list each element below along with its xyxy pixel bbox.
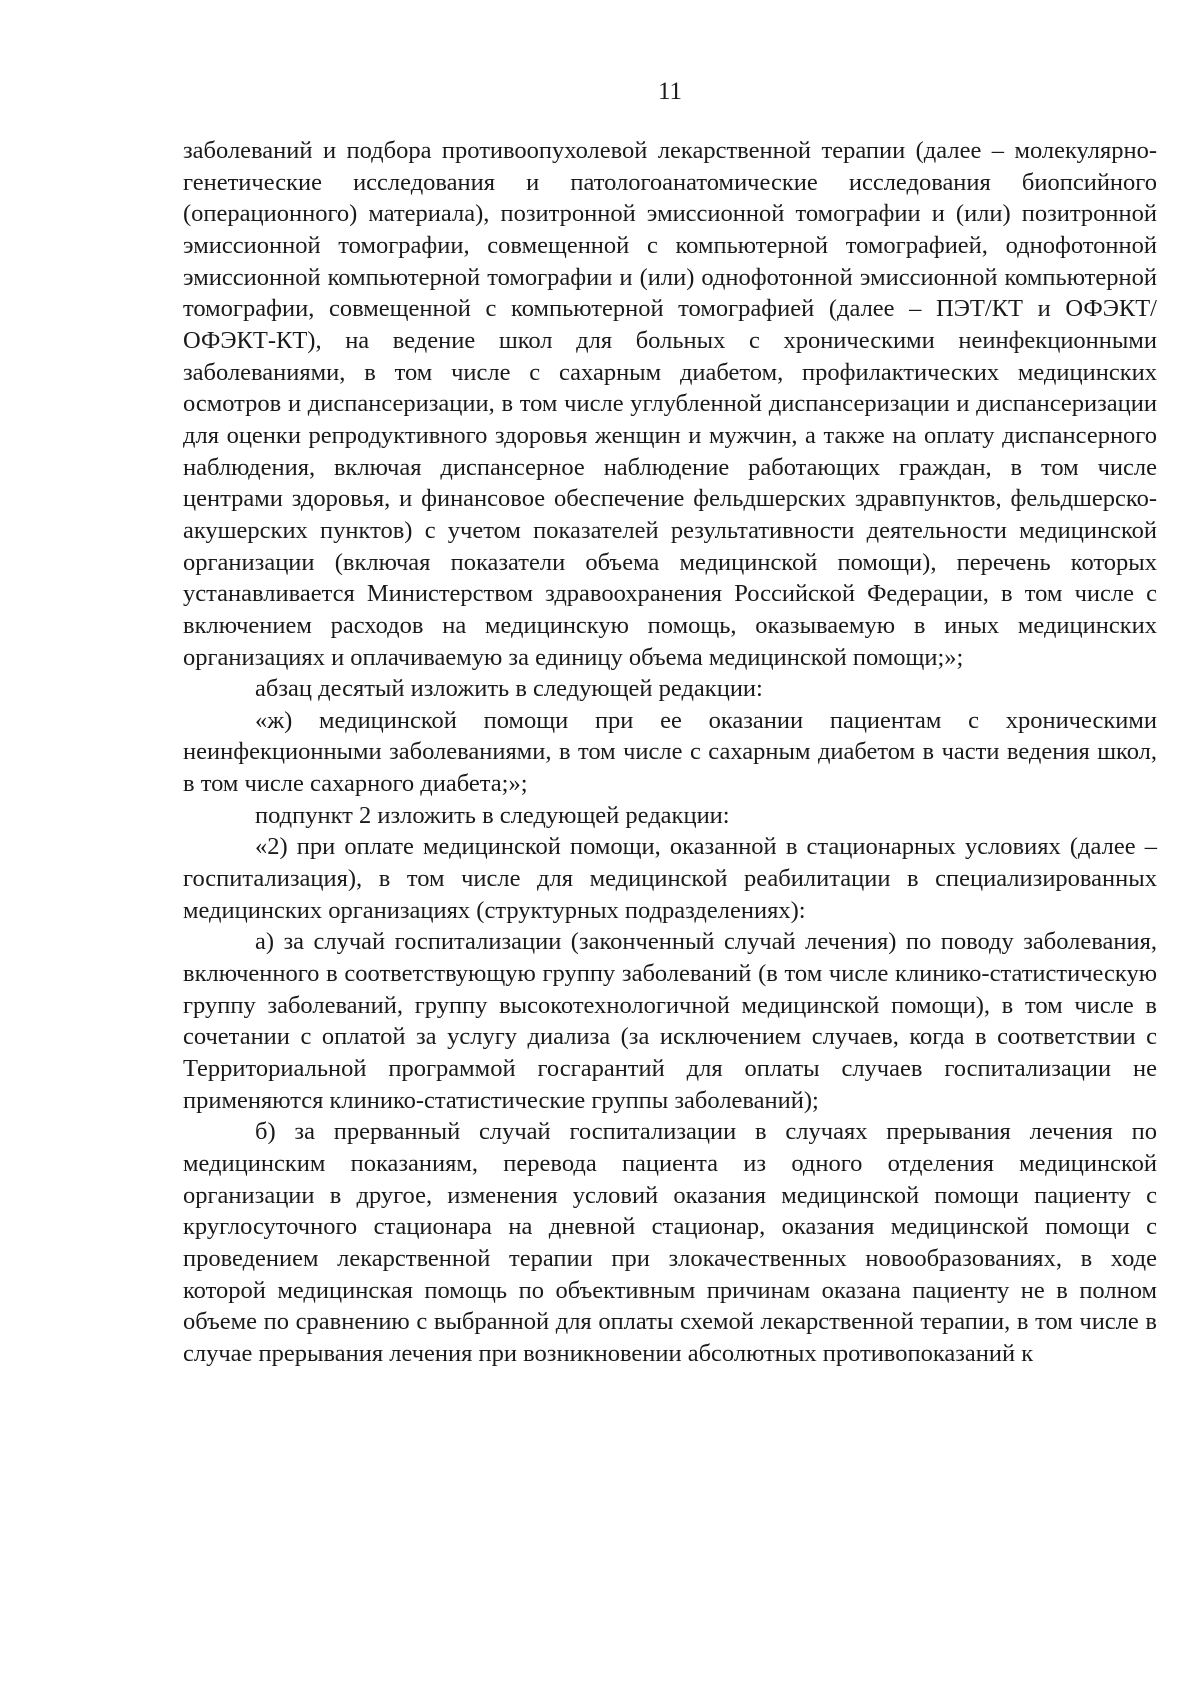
page-number: 11 (657, 78, 683, 105)
paragraph-item-zh: «ж) медицинской помощи при ее оказании пациентам с хроническими неинфекционными заболеваниями, в том числе с сахарным диабетом в части ведения школ, в том числе сахарного диабета;»; (183, 706, 1157, 798)
document-body (183, 135, 1157, 1370)
paragraph-amendment-instruction: абзац десятый изложить в следующей редакции: (255, 675, 763, 703)
paragraph-continuation: заболеваний и подбора противоопухолевой лекарственной терапии (далее – молекулярно-генетические исследования и патологоанатомические исследования биопсийного (операционного) материала), позитронной эмиссионной томографии и (или) позитронной эмиссионной томографии, совмещенной с компьютерной томографией, однофотонной эмиссионной компьютерной томографии и (или) однофотонной эмиссионной компьютерной томографии, совмещенной с компьютерной томографией (далее – ПЭТ/КТ и ОФЭКТ/ОФЭКТ-КТ), на ведение школ для больных с хроническими неинфекционными заболеваниями, в том числе с сахарным диабетом, профилактических медицинских осмотров и диспансеризации, в том числе углубленной диспансеризации и диспансеризации для оценки репродуктивного здоровья женщин и мужчин, а также на оплату диспансерного наблюдения, включая диспансерное наблюдение работающих граждан, в том числе центрами здоровья, и финансовое обеспечение фельдшерских здравпунктов, фельдшерско-акушерских пунктов) с учетом показателей результативности деятельности медицинской организации (включая показатели объема медицинской помощи), перечень которых устанавливается Министерством здравоохранения Российской Федерации, в том числе с включением расходов на медицинскую помощь, оказываемую в иных медицинских организациях и оплачиваемую за единицу объема медицинской помощи;»; (183, 137, 1157, 671)
paragraph-item-b: б) за прерванный случай госпитализации в случаях прерывания лечения по медицинским показаниям, перевода пациента из одного отделения медицинской организации в другое, изменения условий оказания медицинской помощи пациенту с круглосуточного стационара на дневной стационар, оказания медицинской помощи с проведением лекарственной терапии при злокачественных новообразованиях, в ходе которой медицинская помощь по объективным причинам оказана пациенту не в полном объеме по сравнению с выбранной для оплаты схемой лекарственной терапии, в том числе в случае прерывания лечения при возникновении абсолютных противопоказаний к (183, 1118, 1157, 1367)
paragraph-item-a: а) за случай госпитализации (законченный случай лечения) по поводу заболевания, включенного в соответствующую группу заболеваний (в том числе клинико-статистическую группу заболеваний, группу высокотехнологичной медицинской помощи), в том числе в сочетании с оплатой за услугу диализа (за исключением случаев, когда в соответствии с Территориальной программой госгарантий для оплаты случаев госпитализации не применяются клинико-статистические группы заболеваний); (183, 928, 1157, 1114)
paragraph-subitem-2: «2) при оплате медицинской помощи, оказанной в стационарных условиях (далее – госпитализация), в том числе для медицинской реабилитации в специализированных медицинских организациях (структурных подразделениях): (183, 833, 1157, 924)
paragraph-subitem-instruction: подпункт 2 изложить в следующей редакции: (255, 801, 730, 829)
